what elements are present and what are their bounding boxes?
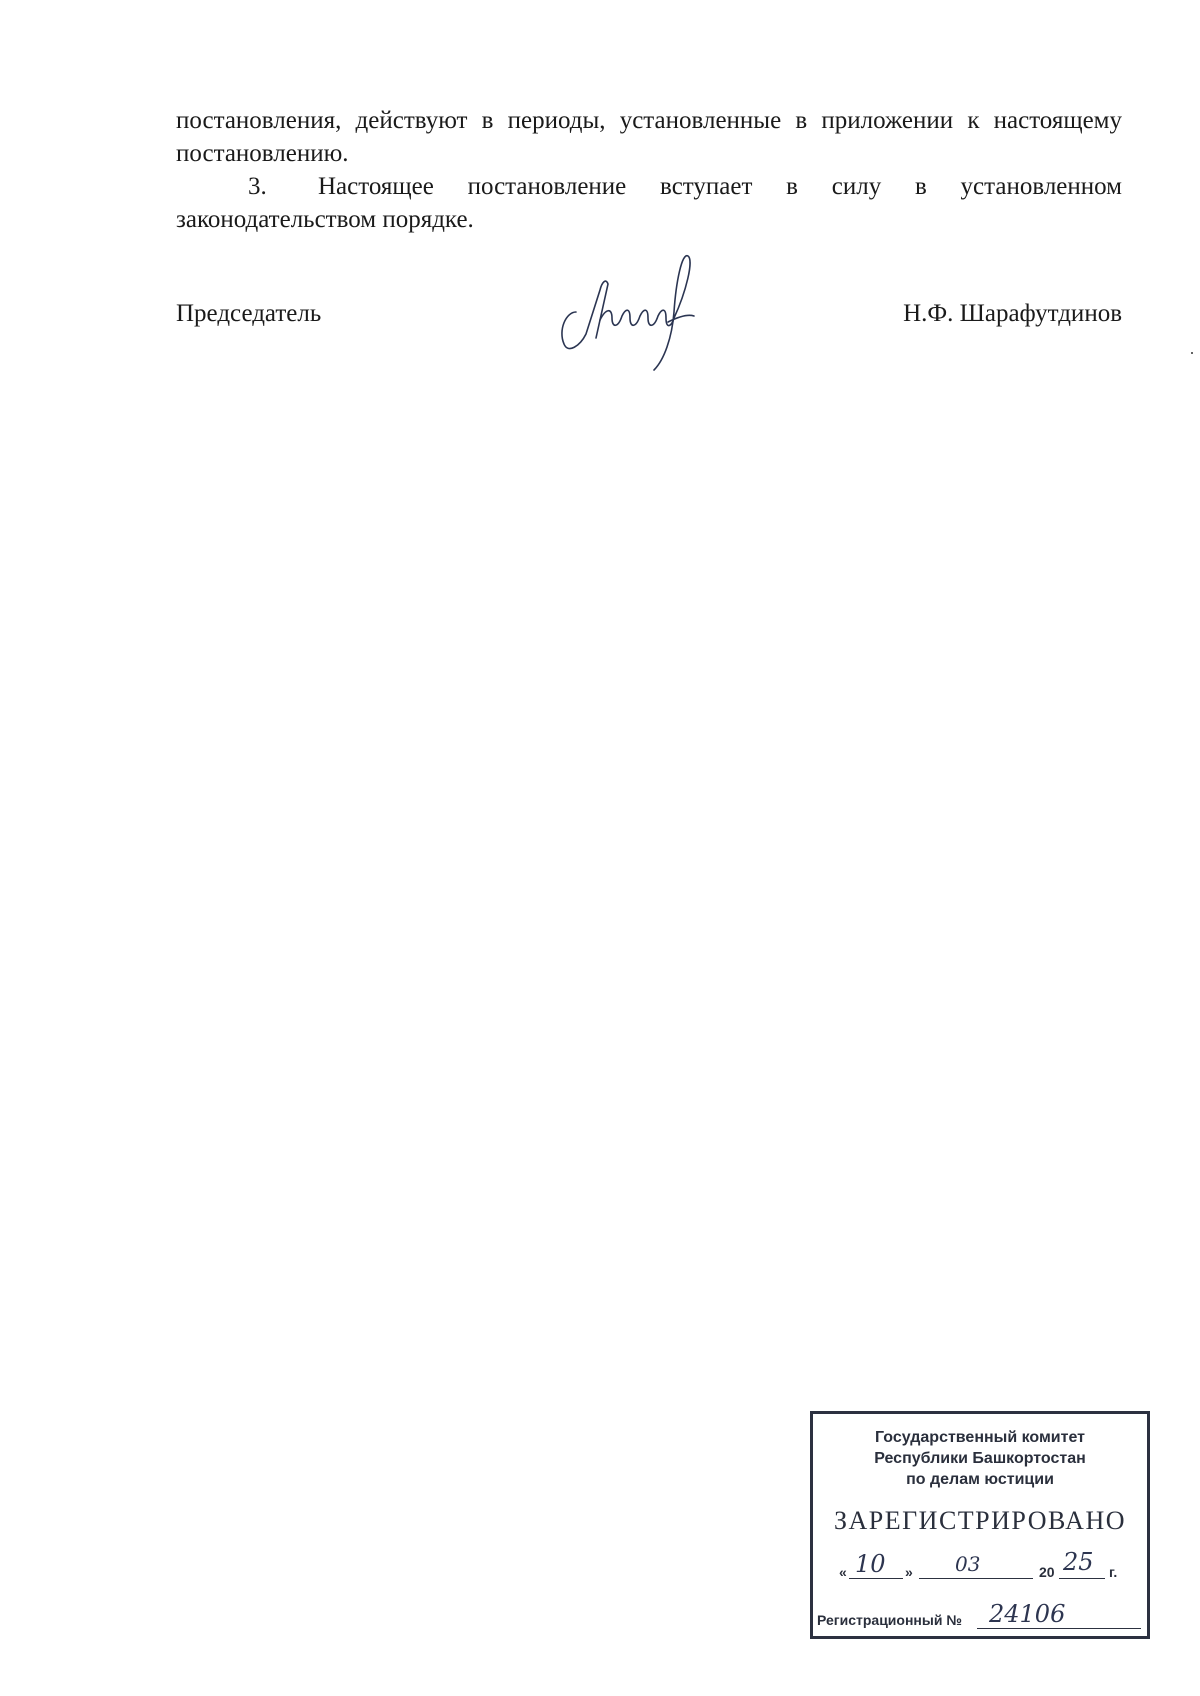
- stamp-year: 25: [1063, 1548, 1094, 1576]
- year-unit: г.: [1109, 1564, 1118, 1580]
- month-line: [919, 1578, 1033, 1579]
- year-line: [1059, 1578, 1105, 1579]
- stamp-org-line: Республики Башкортостан: [874, 1450, 1086, 1467]
- registration-label: Регистрационный №: [817, 1612, 962, 1628]
- stamp-status: ЗАРЕГИСТРИРОВАНО: [834, 1506, 1126, 1535]
- paragraph-number: 3.: [248, 173, 267, 200]
- handwritten-signature: [556, 242, 706, 372]
- year-prefix: 20: [1039, 1564, 1055, 1580]
- stamp-organization: [813, 1427, 1147, 1490]
- paragraph-3: [176, 170, 1122, 236]
- date-close-quote: »: [905, 1564, 913, 1580]
- paragraph-text-continued: законодательством порядке.: [176, 206, 474, 233]
- registration-line: [977, 1628, 1141, 1629]
- registration-stamp: [810, 1411, 1150, 1639]
- stamp-date-row: [839, 1548, 1139, 1584]
- day-line: [849, 1578, 903, 1579]
- stamp-month: 03: [955, 1552, 981, 1576]
- paragraph-text: Настоящее постановление вступает в силу в установленном: [318, 173, 1122, 200]
- signatory-name: Н.Ф. Шарафутдинов: [903, 300, 1122, 327]
- paragraph-text: постановления, действуют в периоды, установленные в приложении к настоящему постановлению.: [176, 107, 1122, 167]
- stamp-day: 10: [855, 1550, 886, 1578]
- stamp-org-line: Государственный комитет: [875, 1429, 1085, 1446]
- scan-speck: [1191, 352, 1193, 354]
- signatory-role: Председатель: [176, 300, 322, 327]
- date-open-quote: «: [839, 1564, 847, 1580]
- paragraph-2-continuation: [176, 104, 1122, 170]
- stamp-org-line: по делам юстиции: [906, 1471, 1054, 1488]
- paragraph-3-first-line: [176, 170, 1122, 203]
- registration-number: 24106: [989, 1600, 1066, 1628]
- stamp-registration-row: [817, 1600, 1143, 1632]
